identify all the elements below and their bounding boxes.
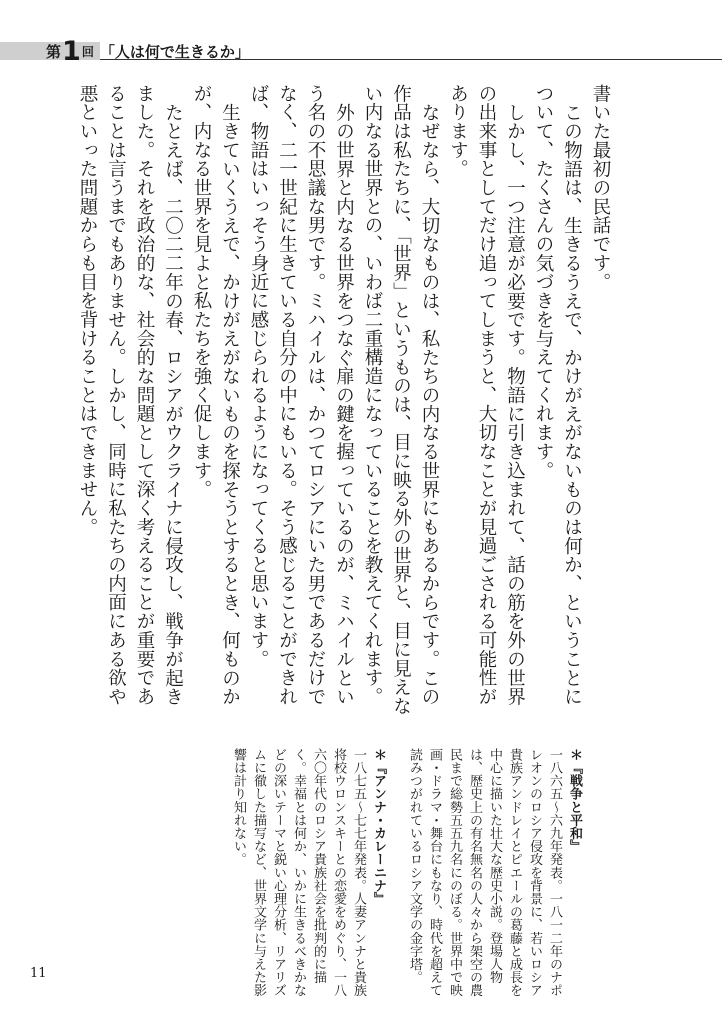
notes-section	[186, 748, 584, 998]
paragraph: しかし、一つ注意が必要です。物語に引き込まれて、話の筋を外の世界の出来事としてだけ追ってしまうと、大切なことが見過ごされる可能性があります。	[447, 84, 526, 707]
paragraph: 外の世界と内なる世界をつなぐ扉の鍵を握っているのが、ミハイルという名の不思議な男です。ミハイルは、かつてロシアにいた男であるだけでなく、二一世紀に生きている自分の中にもいる。そう感じることができれば、物語はいっそう身近に感じられるようになってくると思います。	[248, 84, 355, 707]
paragraph: たとえば、二〇二二年の春、ロシアがウクライナに侵攻し、戦争が起きました。それを政治的な、社会的な問題として深く考えることが重要であることは言うまでもありません。しかし、同時に私たちの内面にある欲や悪といった問題からも目を背けることはできません。	[77, 84, 184, 707]
note-title: ＊『戦争と平和』	[567, 748, 582, 853]
page-number: 11	[30, 966, 47, 981]
chapter-suffix: 回	[81, 44, 94, 59]
header-rule	[100, 59, 722, 60]
paragraph: なぜなら、大切なものは、私たちの内なる世界にもあるからです。この作品は私たちに、「世界」というものは、目に映る外の世界と、目に見えない内なる世界との、いわば二重構造になっていることを教えてくれます。	[362, 84, 440, 716]
note-war-and-peace	[404, 748, 584, 998]
paragraph: この物語は、生きるうえで、かけがえがないものは何か、ということについて、たくさんの気づきを与えてくれます。	[533, 84, 583, 706]
main-text	[74, 84, 614, 719]
paragraph: 書いた最初の民話です。	[590, 84, 611, 292]
note-anna-karenina	[228, 748, 388, 998]
note-title: ＊『アンナ・カレーニナ』	[371, 748, 386, 906]
note-body: 一八七五〜七七年発表。人妻アンナと貴族将校ウロンスキーとの恋愛をめぐり、一八六〇年代のロシア貴族社会を批判的に描く。幸福とは何か、いかに生きるべきかなどの深いテーマと鋭い心理分析、リアリズムに徹した描写など、世界文学に与えた影響は計り知れない。	[231, 748, 366, 997]
chapter-number: 1	[62, 35, 81, 67]
paragraph: 生きていくうえで、かけがえがないものを探そうとするとき、何ものかが、内なる世界を見よと私たちを強く促します。	[191, 84, 241, 706]
chapter-title: 「人は何で生きるか」	[99, 42, 250, 61]
chapter-header	[46, 36, 250, 66]
note-body: 一八六五〜六九年発表。一八一二年のナポレオンのロシア侵攻を背景に、若いロシア貴族アンドレイとピエールの葛藤と成長を中心に描いた壮大な歴史小説。登場人物は、歴史上の有名無名の人々から架空の農民まで総勢五五九名にのぼる。世界中で映画・ドラマ・舞台にもなり、時代を超えて読みつがれているロシア文学の金字塔。	[407, 748, 562, 997]
chapter-prefix: 第	[46, 42, 62, 61]
